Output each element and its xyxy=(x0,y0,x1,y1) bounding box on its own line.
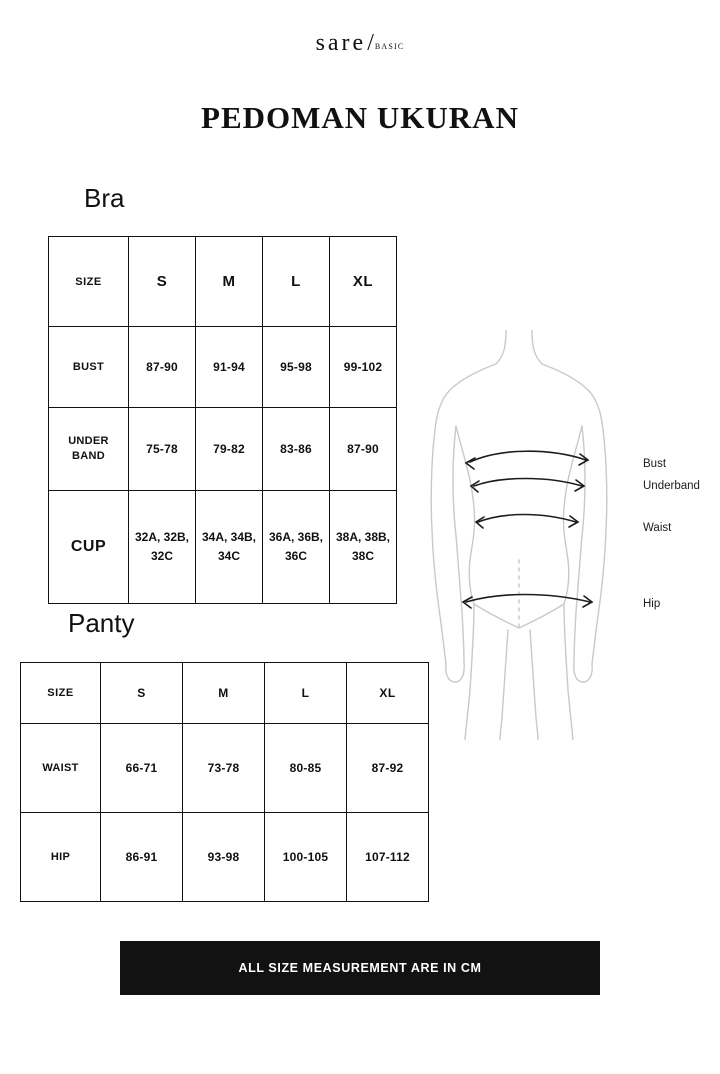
bra-row-label-bust: BUST xyxy=(49,327,129,408)
panty-row-label-waist: WAIST xyxy=(21,724,101,813)
brand-logo xyxy=(0,30,720,57)
measure-label-waist: Waist xyxy=(643,522,672,534)
panty-hip-m: 93-98 xyxy=(183,813,265,902)
bra-header-l: L xyxy=(263,237,330,327)
measurement-unit-note: ALL SIZE MEASUREMENT ARE IN CM xyxy=(238,961,482,975)
bra-row-label-underband xyxy=(49,408,129,491)
bra-header-s: S xyxy=(129,237,196,327)
panty-header-l: L xyxy=(265,663,347,724)
table-row xyxy=(49,408,397,491)
bra-underband-m: 79-82 xyxy=(196,408,263,491)
panty-header-s: S xyxy=(101,663,183,724)
panty-header-size: SIZE xyxy=(21,663,101,724)
bra-cup-l: 36A, 36B, 36C xyxy=(263,491,330,604)
panty-waist-l: 80-85 xyxy=(265,724,347,813)
panty-hip-l: 100-105 xyxy=(265,813,347,902)
bra-cup-m: 34A, 34B, 34C xyxy=(196,491,263,604)
bra-underband-s: 75-78 xyxy=(129,408,196,491)
bust-measure-line xyxy=(470,451,586,462)
panty-size-table xyxy=(20,662,429,902)
bra-cup-xl: 38A, 38B, 38C xyxy=(330,491,397,604)
panty-hip-s: 86-91 xyxy=(101,813,183,902)
table-row xyxy=(21,724,429,813)
bra-bust-s: 87-90 xyxy=(129,327,196,408)
panty-waist-s: 66-71 xyxy=(101,724,183,813)
measure-label-underband: Underband xyxy=(643,480,700,492)
panty-section-heading: Panty xyxy=(68,608,135,638)
body-figure-diagram xyxy=(430,330,700,740)
underband-measure-line xyxy=(474,479,582,487)
brand-slash: / xyxy=(367,30,374,56)
bra-section-heading: Bra xyxy=(84,183,125,213)
bra-size-table xyxy=(48,236,397,604)
panty-header-xl: XL xyxy=(347,663,429,724)
table-row xyxy=(49,327,397,408)
table-row xyxy=(49,491,397,604)
measurement-unit-banner xyxy=(120,941,600,995)
hip-measure-line xyxy=(466,595,590,603)
waist-measure-line xyxy=(478,515,576,523)
bra-header-m: M xyxy=(196,237,263,327)
brand-name: sare xyxy=(315,30,367,56)
page-title: PEDOMAN UKURAN xyxy=(201,100,519,135)
underband-label-line2: BAND xyxy=(72,450,105,462)
panty-waist-xl: 87-92 xyxy=(347,724,429,813)
bra-header-xl: XL xyxy=(330,237,397,327)
bra-header-size: SIZE xyxy=(49,237,129,327)
table-row xyxy=(21,663,429,724)
bra-bust-l: 95-98 xyxy=(263,327,330,408)
bra-cup-s: 32A, 32B, 32C xyxy=(129,491,196,604)
measure-label-bust: Bust xyxy=(643,458,667,470)
bra-bust-xl: 99-102 xyxy=(330,327,397,408)
panty-waist-m: 73-78 xyxy=(183,724,265,813)
table-row xyxy=(49,237,397,327)
bra-bust-m: 91-94 xyxy=(196,327,263,408)
measure-label-hip: Hip xyxy=(643,598,661,610)
brand-subtitle: BASIC xyxy=(374,42,405,51)
panty-hip-xl: 107-112 xyxy=(347,813,429,902)
panty-row-label-hip: HIP xyxy=(21,813,101,902)
bra-underband-xl: 87-90 xyxy=(330,408,397,491)
panty-header-m: M xyxy=(183,663,265,724)
underband-label-line1: UNDER xyxy=(68,435,109,448)
bra-underband-l: 83-86 xyxy=(263,408,330,491)
female-torso-illustration xyxy=(430,330,700,740)
table-row xyxy=(21,813,429,902)
bra-row-label-cup: CUP xyxy=(49,491,129,604)
